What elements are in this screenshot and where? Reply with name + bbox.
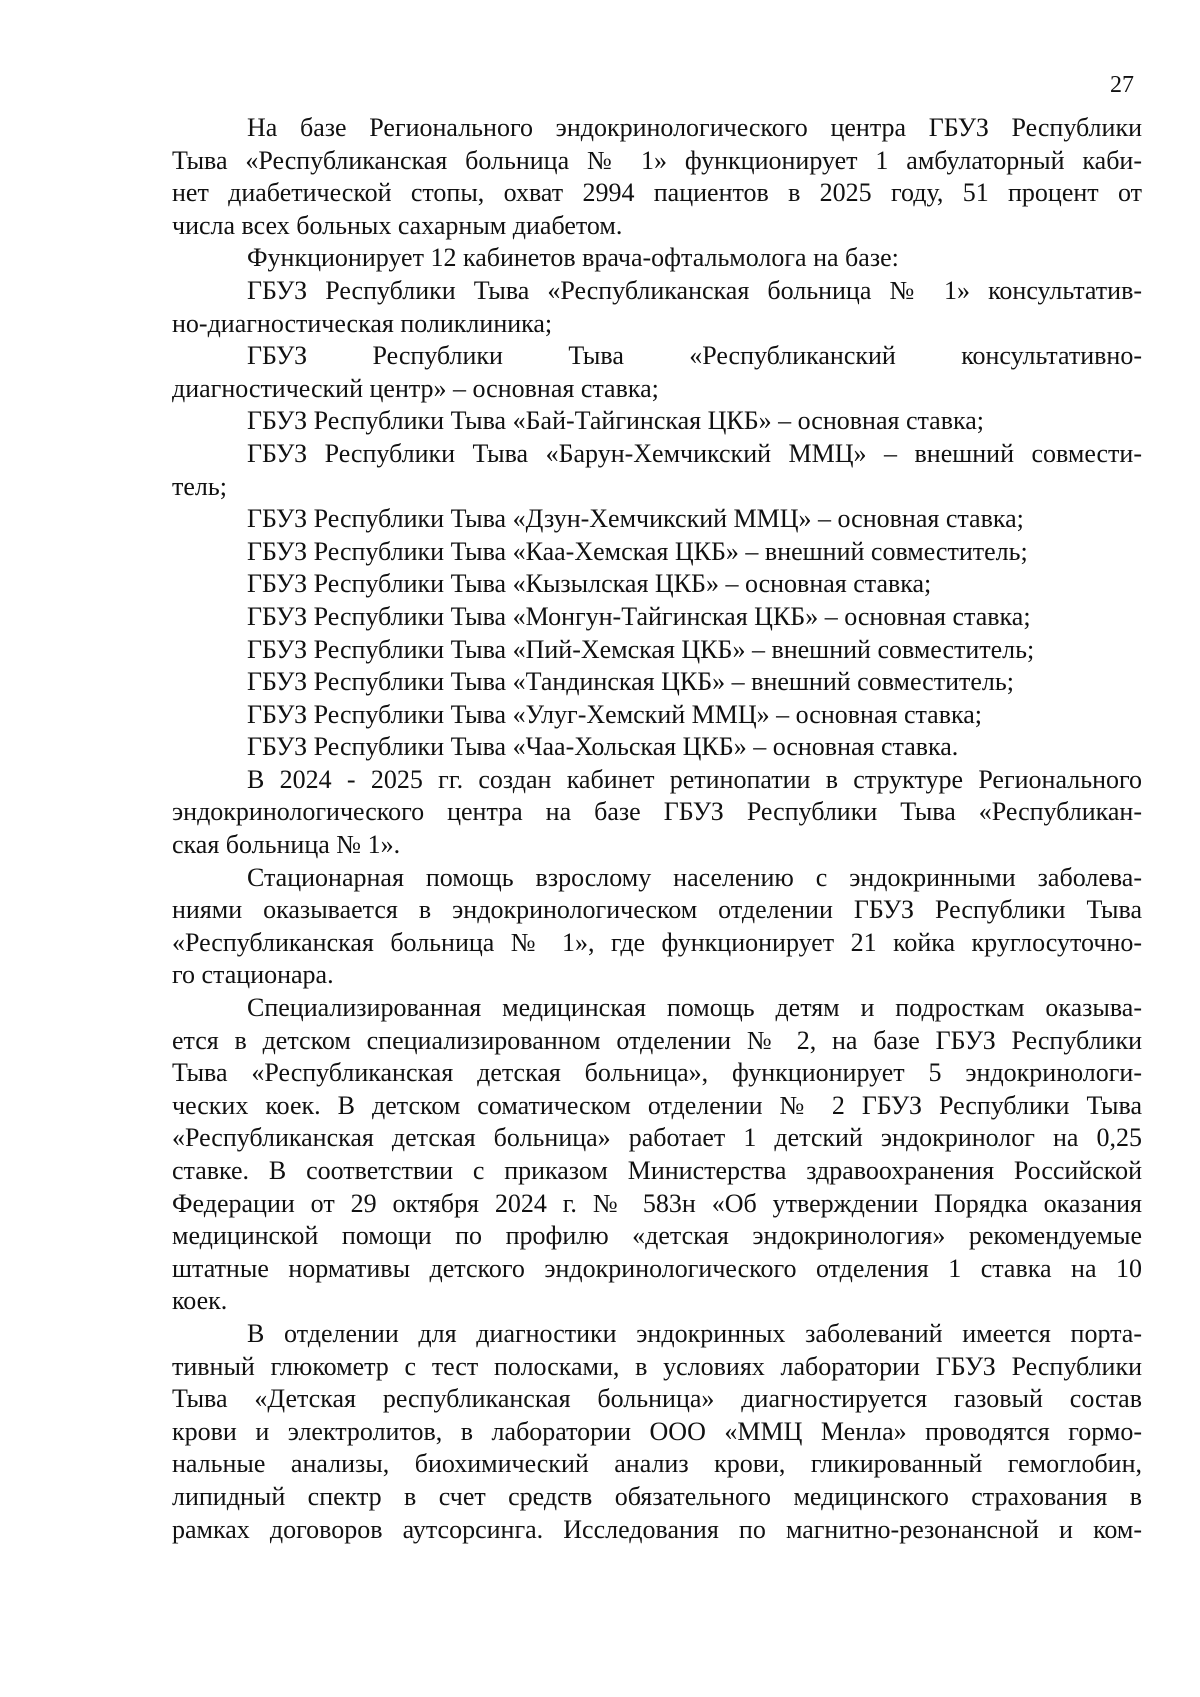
paragraph bbox=[172, 862, 1142, 992]
paragraph bbox=[172, 112, 1142, 242]
text-line: ГБУЗ Республики Тыва «Улуг-Хемский ММЦ» – основная ставка; bbox=[247, 699, 982, 729]
text-line: ческих коек. В детском соматическом отделении № 2 ГБУЗ Республики Тыва bbox=[172, 1090, 1142, 1120]
text-line: Тыва «Детская республиканская больница» диагностируется газовый состав bbox=[172, 1384, 1142, 1414]
text-line: ГБУЗ Республики Тыва «Бай-Тайгинская ЦКБ» – основная ставка; bbox=[247, 406, 984, 436]
text-line: рамках договоров аутсорсинга. Исследования по магнитно-резонансной и ком- bbox=[172, 1514, 1142, 1544]
text-line: коек. bbox=[172, 1286, 228, 1316]
paragraph bbox=[172, 405, 1142, 438]
text-line: ГБУЗ Республики Тыва «Дзун-Хемчикский ММЦ» – основная ставка; bbox=[247, 504, 1024, 534]
text-line: Тыва «Республиканская больница № 1» функционирует 1 амбулаторный каби- bbox=[172, 145, 1142, 175]
paragraph bbox=[172, 731, 1142, 764]
text-line: ГБУЗ Республики Тыва «Кызылская ЦКБ» – основная ставка; bbox=[247, 569, 932, 599]
paragraph bbox=[172, 601, 1142, 634]
text-line: ГБУЗ Республики Тыва «Монгун-Тайгинская ЦКБ» – основная ставка; bbox=[247, 601, 1031, 631]
text-line: но-диагностическая поликлиника; bbox=[172, 308, 553, 338]
text-line: «Республиканская детская больница» работает 1 детский эндокринолог на 0,25 bbox=[172, 1123, 1142, 1153]
text-line: В 2024 - 2025 гг. создан кабинет ретинопатии в структуре Регионального bbox=[247, 764, 1142, 794]
text-line: Функционирует 12 кабинетов врача-офтальмолога на базе: bbox=[247, 243, 899, 273]
text-line: го стационара. bbox=[172, 960, 334, 990]
paragraph bbox=[172, 1318, 1142, 1546]
text-line: ская больница № 1». bbox=[172, 830, 401, 860]
text-line: ГБУЗ Республики Тыва «Чаа-Хольская ЦКБ» – основная ставка. bbox=[247, 732, 959, 762]
word: консультативно- bbox=[961, 341, 1142, 371]
text-line: ГБУЗ Республики Тыва «Каа-Хемская ЦКБ» – внешний совместитель; bbox=[247, 536, 1028, 566]
word: Республики bbox=[372, 341, 503, 371]
word: Тыва bbox=[568, 341, 624, 371]
text-line: На базе Регионального эндокринологического центра ГБУЗ Республики bbox=[247, 113, 1142, 142]
document-body bbox=[172, 112, 1142, 1546]
page-number: 27 bbox=[1110, 72, 1134, 98]
text-line: ГБУЗ Республики Тыва «Пий-Хемская ЦКБ» – внешний совместитель; bbox=[247, 634, 1035, 664]
paragraph bbox=[172, 568, 1142, 601]
paragraph bbox=[172, 340, 1142, 405]
word: ГБУЗ bbox=[247, 341, 308, 371]
text-line: «Республиканская больница № 1», где функционирует 21 койка круглосуточно- bbox=[172, 927, 1142, 957]
text-line: диагностический центр» – основная ставка; bbox=[172, 373, 659, 403]
text-line: ГБУЗ Республики Тыва «Барун-Хемчикский ММЦ» – внешний совмести- bbox=[247, 438, 1142, 468]
text-line: тель; bbox=[172, 471, 227, 501]
text-line: нальные анализы, биохимический анализ крови, гликированный гемоглобин, bbox=[172, 1449, 1142, 1479]
paragraph bbox=[172, 275, 1142, 340]
text-line: липидный спектр в счет средств обязательного медицинского страхования в bbox=[172, 1481, 1142, 1511]
word: «Республиканский bbox=[689, 341, 896, 371]
paragraph bbox=[172, 242, 1142, 275]
text-line: Специализированная медицинская помощь детям и подросткам оказыва- bbox=[247, 993, 1142, 1023]
text-line: Тыва «Республиканская детская больница», функционирует 5 эндокринологи- bbox=[172, 1058, 1142, 1088]
text-line: числа всех больных сахарным диабетом. bbox=[172, 210, 623, 240]
text-line: медицинской помощи по профилю «детская эндокринология» рекомендуемые bbox=[172, 1221, 1142, 1251]
text-line bbox=[172, 340, 1142, 373]
paragraph bbox=[172, 634, 1142, 667]
text-line: В отделении для диагностики эндокринных заболеваний имеется порта- bbox=[247, 1318, 1142, 1348]
paragraph bbox=[172, 666, 1142, 699]
text-line: штатные нормативы детского эндокринологического отделения 1 ставка на 10 bbox=[172, 1253, 1142, 1283]
text-line: эндокринологического центра на базе ГБУЗ Республики Тыва «Республикан- bbox=[172, 797, 1142, 827]
paragraph bbox=[172, 699, 1142, 732]
text-line: ставке. В соответствии с приказом Министерства здравоохранения Российской bbox=[172, 1156, 1142, 1185]
paragraph bbox=[172, 764, 1142, 862]
text-line: ГБУЗ Республики Тыва «Тандинская ЦКБ» – внешний совместитель; bbox=[247, 667, 1014, 697]
text-line: ниями оказывается в эндокринологическом отделении ГБУЗ Республики Тыва bbox=[172, 895, 1142, 925]
text-line: ется в детском специализированном отделении № 2, на базе ГБУЗ Республики bbox=[172, 1025, 1142, 1055]
text-line: крови и электролитов, в лаборатории ООО «ММЦ Менла» проводятся гормо- bbox=[172, 1416, 1142, 1446]
paragraph bbox=[172, 503, 1142, 536]
paragraph bbox=[172, 536, 1142, 569]
text-line: Федерации от 29 октября 2024 г. № 583н «Об утверждении Порядка оказания bbox=[172, 1188, 1142, 1218]
text-line: тивный глюкометр с тест полосками, в условиях лаборатории ГБУЗ Республики bbox=[172, 1351, 1142, 1381]
paragraph bbox=[172, 438, 1142, 503]
paragraph bbox=[172, 992, 1142, 1318]
text-line: ГБУЗ Республики Тыва «Республиканская больница № 1» консультатив- bbox=[247, 275, 1142, 305]
text-line: Стационарная помощь взрослому населению с эндокринными заболева- bbox=[247, 862, 1142, 892]
text-line: нет диабетической стопы, охват 2994 пациентов в 2025 году, 51 процент от bbox=[172, 178, 1142, 208]
